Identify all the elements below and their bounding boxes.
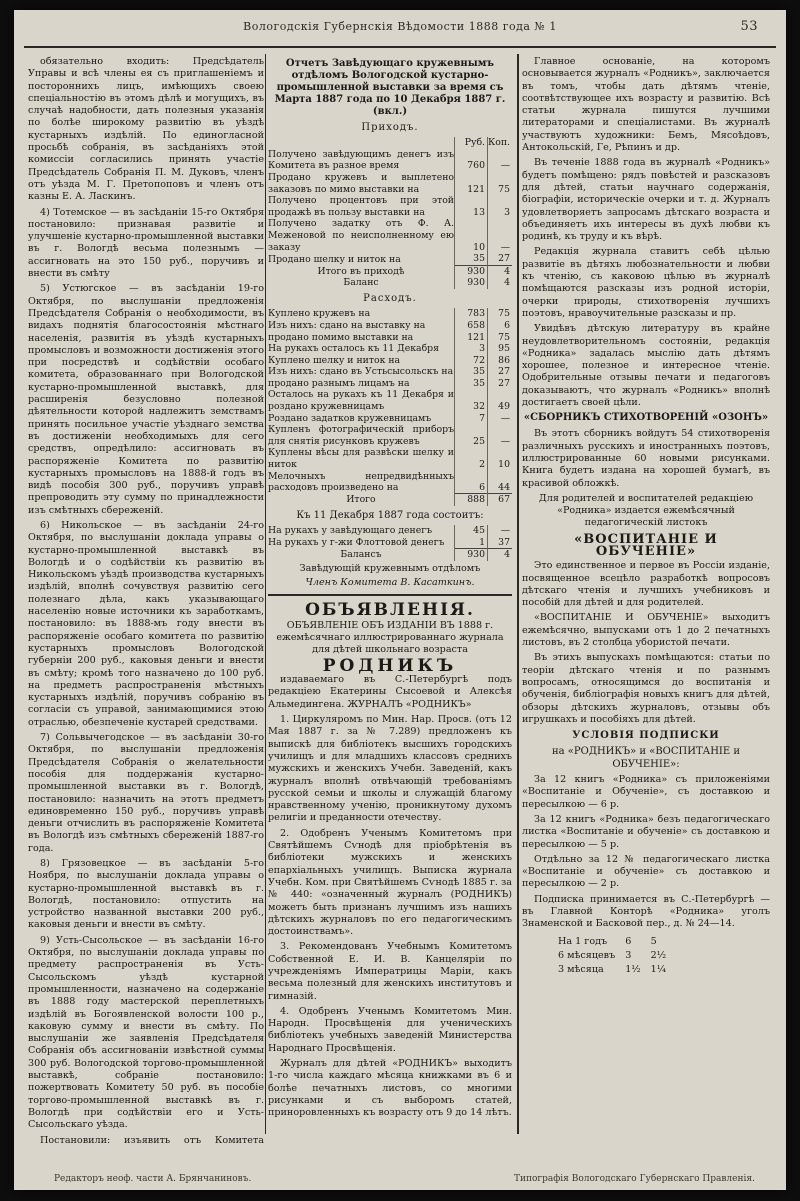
column-2 xyxy=(268,56,512,1144)
column-1-text xyxy=(28,56,264,1144)
income-row: Получено завѣдующимъ денегъ изъ Комитета въ разное время 760 — xyxy=(268,148,510,172)
paragraph: обязательно входить: Предсѣдатель Управы и всѣ члены ея съ приглашеніемъ и постороннихъ лицъ, имѣющихъ своею спеціальностію въ этомъ дѣлѣ и могущихъ, въ случаѣ надобности, дать полезныя указанія по болѣе широкому развитію въ уѣздѣ кустарныхъ издѣлій. По единогласной просьбѣ собранія, въ засѣданіяхъ этой комиссіи согласились принять участіе Предсѣдатель Собранія П. М. Дуковъ, членъ отъ уѣзда М. Г. Претопоповъ и членъ отъ казны Е. А. Ласкинъ. xyxy=(28,56,264,203)
income-heading: Приходъ. xyxy=(361,122,419,133)
column-divider-1 xyxy=(265,54,266,1134)
terms-item: За 12 книгъ «Родника» съ приложеніями «Воспитаніе и Обученіе», съ доставкою и пересылкою — 6 р. xyxy=(522,774,770,810)
income-row: Продано шелку и ниток на 35 27 xyxy=(268,253,510,265)
report-sign-1: Завѣдующій кружевнымъ отдѣломъ xyxy=(299,562,481,574)
expense-row: продано разнымъ лицамъ на 35 27 xyxy=(268,377,510,389)
vospitanie-title: «ВОСПИТАНІЕ И ОБУЧЕНІЕ» xyxy=(574,531,718,559)
address-text: Подписка принимается въ С.-Петербургѣ — въ Главной Конторѣ «Родника» уголъ Знаменской и Басковой пер., д. № 24—14. xyxy=(522,893,770,930)
header-rule xyxy=(24,46,776,48)
paragraph: Увидѣвъ дѣтскую литературу въ крайне неудовлетворительномъ состояніи, редакція «Родника» задалась мыслію дать дѣтямъ хорошее, полезное и интересное чтеніе. Одобрительные отзывы печати и педагоговъ доказываютъ, что журналъ «Родникъ» вполнѣ достигаетъ своей цѣли. xyxy=(522,323,770,409)
expense-row: Куплены вѣсы для развѣски шелку и ниток 2 10 xyxy=(268,447,510,471)
paragraph: «ВОСПИТАНІЕ И ОБУЧЕНІЕ» выходитъ ежемѣсячно, выпусками отъ 1 до 2 печатныхъ листовъ, въ 2 столбца убористой печати. xyxy=(522,612,770,649)
subscription-table xyxy=(552,934,672,979)
income-table xyxy=(268,137,512,289)
note-text: Для родителей и воспитателей редакціею «Родника» издается ежемѣсячный педагогическій листокъ xyxy=(538,492,754,529)
paragraph: 8) Грязовецкое — въ засѣданіи 5-го Ноября, по выслушаніи доклада управы о кустарно-промышленной выставкѣ въ г. Вологдѣ, постановило: отпустить на устройство названной выставки 200 руб., каковыя деньги и внести въ смѣту. xyxy=(28,858,264,931)
header-title: Вологодскія Губернскія Вѣдомости 1888 года № 1 xyxy=(243,20,557,33)
terms-text xyxy=(522,774,770,891)
ads-rule xyxy=(268,594,512,596)
income-row: Получено задатку отъ Ф. А. Меженовой по неисполненному ею заказу 10 — xyxy=(268,218,510,253)
page-header xyxy=(14,10,786,44)
income-total-row: Итого въ приходѣ 930 4 xyxy=(317,265,510,277)
paragraph: Постановили: изъявить отъ Комитета xyxy=(40,1134,264,1144)
ad-paragraph: издаваемаго въ С.-Петербургѣ подъ редакціею Екатерины Сысоевой и Алексѣя Альмедингена. ЖУРНАЛЪ «РОДНИКЪ» xyxy=(268,674,512,710)
expense-row: Куплено шелку и ниток на 72 86 xyxy=(268,354,510,366)
balance-row: Баланс 930 4 xyxy=(343,277,510,289)
expense-row: продано помимо выставки на 121 75 xyxy=(268,331,510,343)
rest-row: На рукахъ у г-жи Флоттовой денегъ 1 37 xyxy=(268,536,510,549)
vospitanie-text xyxy=(522,560,770,726)
ad-paragraph: 2. Одобренъ Ученымъ Комитетомъ при Святѣйшемъ Сѵнодѣ для пріобрѣтенія въ библіотеки мужскихъ и женскихъ епархіальныхъ училищъ. Выписка журнала Учебн. Ком. при Святѣйшемъ Сѵнодѣ 1885 г. за № 440: «означенный журналъ (РОДНИКЪ) можетъ быть признанъ лучшимъ изъ нашихъ дѣтскихъ журналовъ по его педагогическимъ достоинствамъ». xyxy=(268,827,512,938)
expense-row: Осталось на рукахъ къ 11 Декабря и роздано кружевницамъ 32 49 xyxy=(268,389,510,413)
ad-paragraph: 4. Одобренъ Ученымъ Комитетомъ Мин. Народн. Просвѣщенія для ученическихъ библіотекъ учебныхъ заведеній Министерства Народнаго Просвѣщенія. xyxy=(268,1005,512,1054)
rest-table xyxy=(268,525,512,561)
expense-row: На рукахъ осталось къ 11 Декабря 3 95 xyxy=(268,343,510,355)
expense-row: Изъ нихъ: сдано на выставку на 658 6 xyxy=(268,319,510,331)
supplement-heading: «СБОРНИКЪ СТИХОТВОРЕНІЙ «ОЗОНЪ» xyxy=(523,412,769,424)
subscription-row: На 1 годъ 6 5 xyxy=(558,935,657,947)
subscription-row: 3 мѣсяца 1½ 1¼ xyxy=(558,964,666,976)
terms-item: Отдѣльно за 12 № педагогическаго листка «Воспитаніе и обученіе» съ доставкою и пересылкою — 2 р. xyxy=(522,853,770,890)
ad-paragraph: 3. Рекомендованъ Учебнымъ Комитетомъ Собственной Е. И. В. Канцеляріи по учрежденіямъ Императрицы Маріи, какъ весьма полезный для женскихъ институтовъ и гимназій. xyxy=(268,941,512,1002)
paragraph: Редакція журнала ставитъ себѣ цѣлью развитіе въ дѣтяхъ любознательности и любви къ чтенію, съ каковою цѣлью въ журналѣ помѣщаются разсказы изъ родной исторіи, очерки природы, стихотворенія лучшихъ поэтовъ, нравоучительные разсказы и пр. xyxy=(522,246,770,319)
expense-total-row: Итого 888 67 xyxy=(346,494,510,506)
paragraph: Главное основаніе, на которомъ основывается журналъ «Родникъ», заключается въ томъ, чтобы дать дѣтямъ чтеніе, соотвѣтствующее ихъ возрасту и развитію. Всѣ статьи журнала пишутся лучшими литераторами и спеціалистами. Въ журналѣ участвуютъ художники: Бемъ, Мясоѣдовъ, Антокольскій, Ге, Рѣпинъ и др. xyxy=(522,56,770,154)
paragraph: Это единственное и первое въ Россіи изданіе, посвященное всецѣло разработкѣ вопросовъ дѣтскаго чтенія и лучшихъ учебниковъ и пособій для дѣтей и для родителей. xyxy=(522,560,770,609)
income-row: Продано кружевъ и выплетено заказовъ по мимо выставки на 121 75 xyxy=(268,172,510,195)
expense-row: Мелочныхъ непредвидѣнныхъ расходовъ произведено на 6 44 xyxy=(268,470,510,494)
newspaper-page xyxy=(14,10,786,1190)
rodnik-title: РОДНИКЪ xyxy=(322,655,458,676)
rodnik-ad-text xyxy=(268,674,512,1119)
subscription-row: 6 мѣсяцевъ 3 2½ xyxy=(558,949,666,961)
income-row: Получено процентовъ при этой продажѣ въ пользу выставки на 13 3 xyxy=(268,195,510,218)
column-divider-2 xyxy=(517,54,519,1134)
supplement-text: Въ этотъ сборникъ войдутъ 54 стихотворенія различныхъ русскихъ и иностранныхъ поэтовъ, иллюстрированные 60 новыми рисунками. Книга будетъ издана на хорошей бумагѣ, въ красивой обложкѣ. xyxy=(522,428,770,489)
expense-heading: Расходъ. xyxy=(363,293,417,305)
expense-row: Изъ нихъ: сдано въ Устьсысольскъ на 35 27 xyxy=(268,366,510,378)
footer-right: Типографія Вологодскаго Губернскаго Правленія. xyxy=(514,1174,755,1184)
terms-item: За 12 книгъ «Родника» безъ педагогическаго листка «Воспитаніе и обученіе» съ доставкою и пересылкою — 5 р. xyxy=(522,813,770,850)
ad-paragraph: Журналъ для дѣтей «РОДНИКЪ» выходитъ 1-го числа каждаго мѣсяца книжками въ 6 и болѣе печатныхъ листовъ, со многими рисунками и съ выборомъ статей, приноровленныхъ къ возрасту отъ 9 до 14 лѣтъ. xyxy=(268,1058,512,1119)
expense-row: Куплено кружевъ на 783 75 xyxy=(268,308,510,320)
paragraph: Въ теченіе 1888 года въ журналѣ «Родникъ» будетъ помѣщено: рядъ повѣстей и разсказовъ для дѣтей, статьи научнаго содержанія, біографіи, историческіе очерки и т. д. Журналъ удовлетворяетъ запросамъ дѣтскаго возраста и объединяетъ ихъ интересы въ духѣ любви къ родинѣ, къ труду и къ вѣрѣ. xyxy=(522,157,770,243)
footer-left: Редакторъ неоф. части А. Брянчаниновъ. xyxy=(54,1174,252,1184)
expense-row: Роздано задатков кружевницамъ 7 — xyxy=(268,412,510,424)
rub-header: Руб. xyxy=(455,137,488,149)
rest-row: На рукахъ у завѣдующаго денегъ 45 — xyxy=(268,525,510,537)
rest-heading: Къ 11 Декабря 1887 года состоитъ: xyxy=(296,509,484,521)
ad-subheading: ОБЪЯВЛЕНІЕ ОБЪ ИЗДАНІИ ВЪ 1888 г. ежемѣсячнаго иллюстрированнаго журнала для дѣтей школьнаго возраста xyxy=(276,619,504,655)
paragraph: 9) Усть-Сысольское — въ засѣданіи 16-го Октября, по выслушаніи доклада управы по предмету распространенія въ Усть-Сысольскомъ уѣздѣ кустарной промышленности, назначено на содержаніе въ 1888 году мастерской переплетныхъ издѣлій въ Богоявленской волости 100 р., каковую сумму и внести въ смѣту. По выслушаніи же заявленія Предсѣдателя Собранія объ ассигнованіи извѣстной суммы 300 руб. Вологодской торгово-промышленной выставкѣ, собраніе постановило: пожертвовать Комитету 50 руб. въ пособіе торгово-промышленной выставкѣ въ г. Вологдѣ при содѣйствіи его и Усть-Сысольскаго уѣзда. xyxy=(28,934,264,1131)
expense-table xyxy=(268,308,512,506)
column-3-text xyxy=(522,56,770,409)
balance2-row: Балансъ 930 4 xyxy=(340,549,510,561)
paragraph: 6) Никольское — въ засѣданіи 24-го Октября, по выслушаніи доклада управы о кустарно-промышленной выставкѣ въ Вологдѣ и о содѣйствіи къ развитію въ Никольскомъ уѣздѣ производства кустарныхъ издѣлій, вполнѣ сочувствуя развитію сего полезнаго дѣла, какъ указывающаго населенію новые источники къ заработкамъ, постановило: въ 1888-мъ году внести въ распоряженіе особаго комитета по развитію кустарныхъ промысловъ Вологодской губерніи 200 руб., каковыя деньги и внести въ смѣту; кромѣ того назначено до 100 руб. на предметъ распространенія мѣстныхъ кустарныхъ издѣлій, поручивъ собранію въ согласіи съ управой, занимающимися этою отраслью, обезпеченіе кустарей средствами. xyxy=(28,519,264,728)
kop-header: Коп. xyxy=(488,137,510,149)
terms-heading: УСЛОВІЯ ПОДПИСКИ xyxy=(572,730,720,742)
column-1 xyxy=(28,56,264,1144)
terms-subheading: на «РОДНИКЪ» и «ВОСПИТАНІЕ и ОБУЧЕНІЕ»: xyxy=(551,746,741,770)
ads-heading: ОБЪЯВЛЕНІЯ. xyxy=(305,599,475,620)
paragraph: Въ этихъ выпускахъ помѣщаются: статьи по теоріи дѣтскаго чтенія и по разнымъ вопросамъ, относящимся до воспитанія и обученія, библіографія новыхъ книгъ для дѣтей, обзоры дѣтскихъ журналовъ, отзывы объ игрушкахъ и пособіяхъ для дѣтей. xyxy=(522,652,770,725)
paragraph: 4) Тотемское — въ засѣданіи 15-го Октября постановило: признавая развитіе и улучшеніе кустарно-промышленной выставки въ г. Вологдѣ весьма полезнымъ — ассигновать на это 150 руб., поручивъ и внести въ смѣту xyxy=(28,206,264,280)
expense-row: Купленъ фотографическій приборъ для снятія рисунковъ кружевъ 25 — xyxy=(268,424,510,447)
report-sign-2: Членъ Комитета В. Касаткинъ. xyxy=(305,577,475,589)
ad-paragraph: 1. Циркуляромъ по Мин. Нар. Просв. (отъ 12 Мая 1887 г. за № 7.289) предложенъ къ выпискѣ для библіотекъ высшихъ городскихъ училищъ и для младшихъ классовъ среднихъ мужскихъ и женскихъ Учебн. Заведеній, какъ журналъ вполнѣ отвѣчающій требованіямъ русской семьи и школы и служащій благому нравственному ученію, проникнутому духомъ религіи и преданности отечеству. xyxy=(268,714,512,824)
paragraph: 7) Сольвычегодское — въ засѣданіи 30-го Октября, по выслушаніи предложенія Предсѣдателя Собранія о желательности пособія для поддержанія кустарно-промышленной выставки въ г. Вологдѣ, постановило: назначить на этотъ предметъ единовременно 150 руб., поручивъ управѣ деньги отчислить въ распоряженіе Комитета въ Вологдѣ изъ смѣтныхъ сбереженій 1887-го года. xyxy=(28,732,264,854)
page-number: 53 xyxy=(740,19,758,34)
report-title: Отчетъ Завѣдующаго кружевнымъ отдѣломъ Вологодской кустарно-промышленной выставки за время съ Марта 1887 года по 10 Декабря 1887 г. (вкл.) xyxy=(274,58,506,117)
column-3 xyxy=(522,56,770,1144)
paragraph: 5) Устюгское — въ засѣданіи 19-го Октября, по выслушаніи предложенія Предсѣдателя Собранія о необходимости, въ видахъ поднятія благосостоянія мѣстнаго населенія, развитія въ уѣздѣ кустарныхъ промысловъ и возможности достиженія этого при посредствѣ и содѣйствіи особаго комитета, образованнаго при Вологодской кустарно-промышленной выставкѣ, для расширенія безусловно полезной дѣятельности которой надлежитъ земствамъ принять посильное участіе уѣзднаго земства въ достиженіи необходимыхъ для сего средствъ, опредѣлило: ассигновать въ распоряженіе Комитета по развитію кустарныхъ промысловъ на 1888-й годъ въ видѣ пособія 300 руб., поручивъ управѣ препроводить эту сумму по принадлежности изъ смѣтныхъ сбереженій. xyxy=(28,283,264,516)
